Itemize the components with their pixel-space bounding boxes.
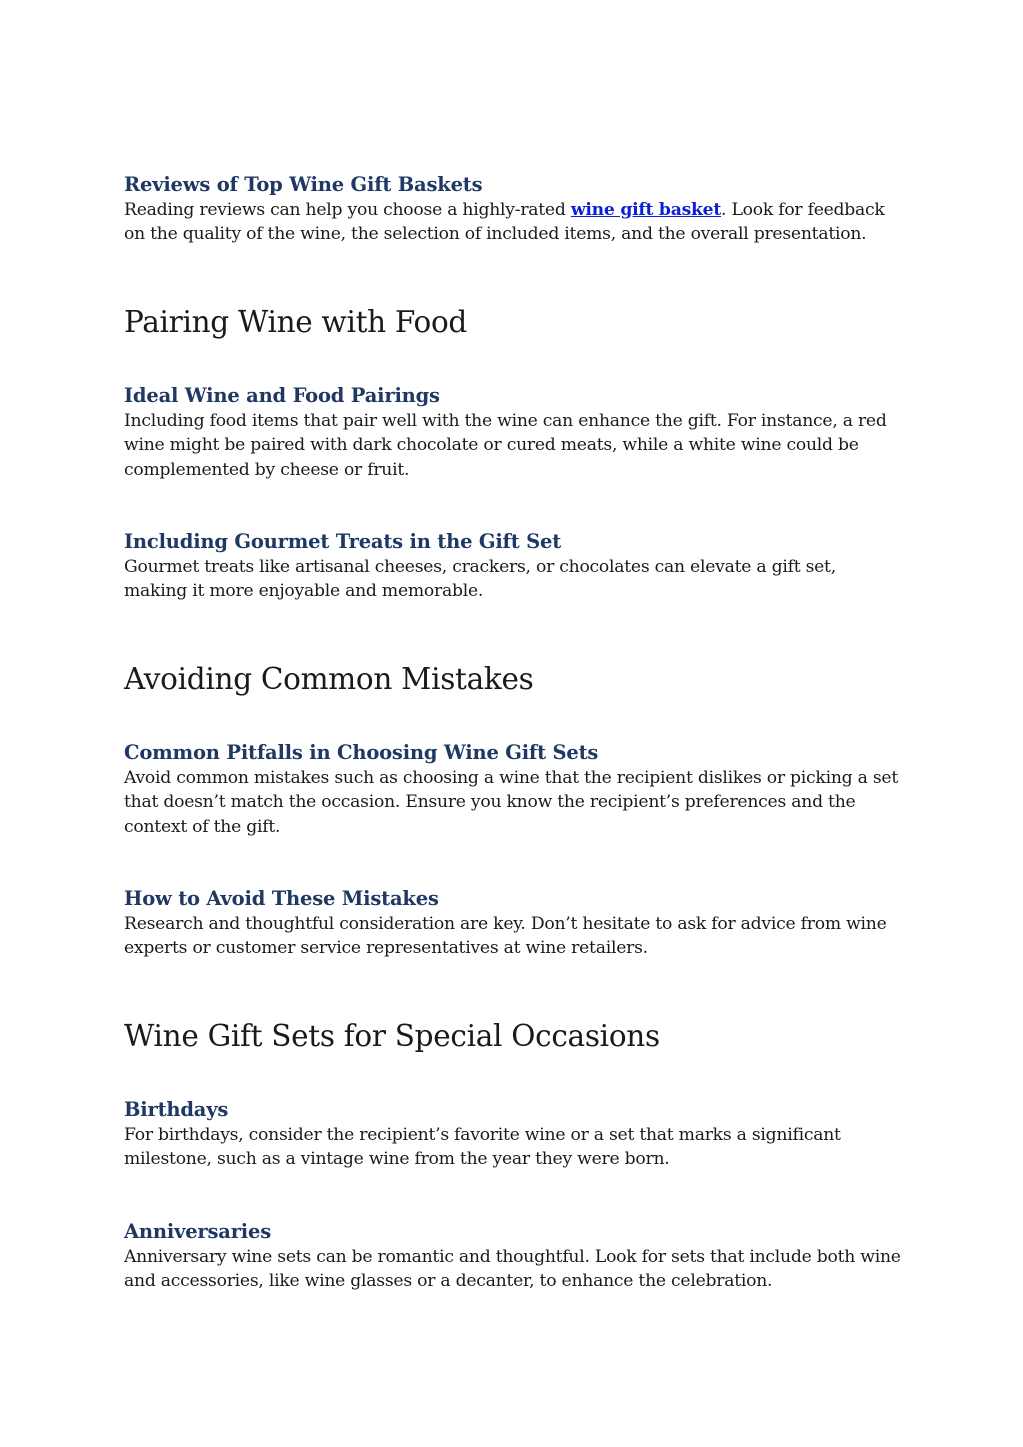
pairing-title: Pairing Wine with Food xyxy=(124,304,467,339)
gourmet-treats-heading: Including Gourmet Treats in the Gift Set xyxy=(124,530,562,554)
reviews-text-after: . Look for feedback on the quality of the wine, the selection of included items, and the overall presentation. xyxy=(124,200,885,245)
ideal-pairings-heading: Ideal Wine and Food Pairings xyxy=(124,383,440,407)
reviews-paragraph xyxy=(124,198,904,247)
anniversaries-heading: Anniversaries xyxy=(124,1219,271,1243)
pitfalls-heading: Common Pitfalls in Choosing Wine Gift Sets xyxy=(124,740,599,764)
anniversaries-paragraph: Anniversary wine sets can be romantic and thoughtful. Look for sets that include both wine and accessories, like wine glasses or a decanter, to enhance the celebration. xyxy=(124,1246,901,1292)
birthdays-heading: Birthdays xyxy=(124,1097,229,1121)
pitfalls-paragraph: Avoid common mistakes such as choosing a wine that the recipient dislikes or picking a set that doesn’t match the occasion. Ensure you know the recipient’s preferences and the context of the gift. xyxy=(124,767,898,837)
wine-gift-basket-link[interactable]: wine gift basket xyxy=(570,200,722,220)
reviews-heading: Reviews of Top Wine Gift Baskets xyxy=(124,173,483,196)
reviews-text-before: Reading reviews can help you choose a highly-rated xyxy=(124,200,571,220)
avoid-mistakes-paragraph: Research and thoughtful consideration are key. Don’t hesitate to ask for advice from wine experts or customer service representatives at wine retailers. xyxy=(124,914,887,959)
occasions-title: Wine Gift Sets for Special Occasions xyxy=(124,1018,660,1053)
mistakes-title: Avoiding Common Mistakes xyxy=(124,661,534,696)
document-page xyxy=(124,172,904,1294)
birthdays-paragraph: For birthdays, consider the recipient’s favorite wine or a set that marks a significant milestone, such as a vintage wine from the year they were born. xyxy=(124,1124,841,1170)
gourmet-treats-paragraph: Gourmet treats like artisanal cheeses, crackers, or chocolates can elevate a gift set, making it more enjoyable and memorable. xyxy=(124,557,836,602)
ideal-pairings-paragraph: Including food items that pair well with the wine can enhance the gift. For instance, a red wine might be paired with dark chocolate or cured meats, while a white wine could be complemented by cheese or fruit. xyxy=(124,410,887,480)
avoid-mistakes-heading: How to Avoid These Mistakes xyxy=(124,887,439,911)
